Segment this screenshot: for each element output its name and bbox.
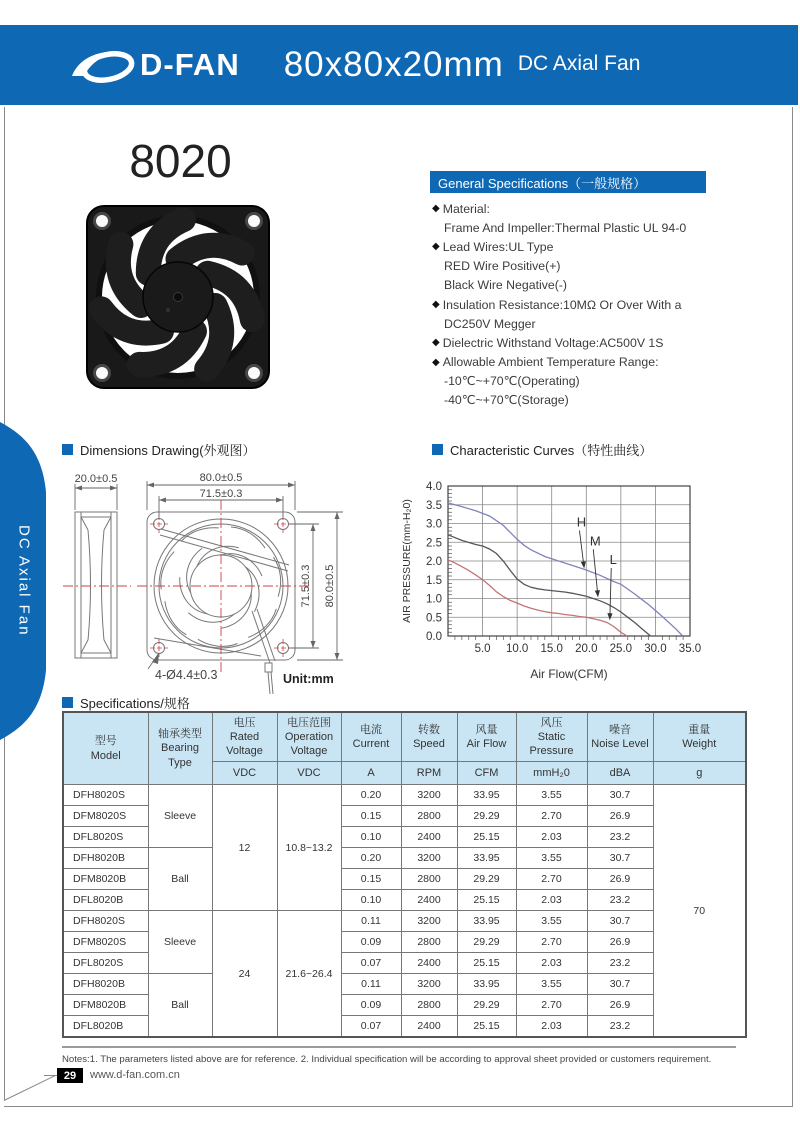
cell-pressure: 3.55 [516,785,587,806]
unit-rpm: RPM [401,762,457,785]
brand-logo [70,42,240,88]
col-header-model: 型号 Model [63,712,148,785]
cell-current: 0.20 [341,785,401,806]
cell-noise: 26.9 [587,995,653,1016]
diamond-bullet-icon: ◆ [432,356,440,368]
spec-line-text: Allowable Ambient Temperature Range: [442,355,659,370]
x-tick-label: 30.0 [644,643,667,655]
y-tick-label: 0.0 [426,631,442,643]
section-dimensions-label: Dimensions Drawing(外观图） [80,443,256,458]
general-specs-list [432,199,762,410]
curve-label-M: M [589,533,601,549]
cell-speed: 2400 [401,1016,457,1038]
cell-pressure: 2.03 [516,890,587,911]
section-bullet-icon [432,444,443,455]
cell-current: 0.09 [341,995,401,1016]
cell-model: DFH8020S [63,911,148,932]
leader-arrow [581,561,586,568]
section-curves [432,440,652,459]
y-tick-label: 2.0 [426,556,442,568]
spec-line-text: Lead Wires:UL Type [442,239,554,254]
cell-noise: 30.7 [587,911,653,932]
col-header-weight: 重量 Weight [653,712,746,762]
cell-speed: 2400 [401,890,457,911]
y-tick-label: 1.5 [426,574,442,587]
unit-vdc: VDC [212,762,277,785]
unit-dba: dBA [587,762,653,785]
spec-line-text: -40℃~+70℃(Storage) [444,393,569,408]
side-tab-label: DC Axial Fan [15,525,33,637]
cell-noise: 30.7 [587,785,653,806]
spec-line [432,257,762,276]
x-tick-label: 5.0 [474,643,491,655]
col-header-speed: 转数 Speed [401,712,457,762]
cell-model: DFH8020S [63,785,148,806]
diamond-bullet-icon: ◆ [432,241,440,253]
spec-line-text: -10℃~+70℃(Operating) [444,374,580,389]
y-tick-label: 3.0 [426,518,442,531]
cell-noise: 23.2 [587,890,653,911]
x-tick-label: 25.0 [609,643,633,655]
brand-name: D-FAN [140,47,240,82]
cell-rated-voltage: 24 [212,911,277,1038]
cell-current: 0.20 [341,848,401,869]
spec-line [432,372,762,391]
cell-speed: 2800 [401,869,457,890]
cell-noise: 23.2 [587,827,653,848]
col-header-operation-voltage: 电压范围 Operation Voltage [277,712,341,762]
cell-pressure: 3.55 [516,911,587,932]
cell-bearing: Sleeve [148,785,212,848]
cell-weight: 70 [653,785,746,1038]
y-tick-label: 0.5 [426,612,442,625]
spec-line [432,314,762,333]
cell-pressure: 3.55 [516,974,587,995]
cell-airflow: 25.15 [457,827,516,848]
cell-current: 0.09 [341,932,401,953]
cell-noise: 30.7 [587,848,653,869]
spec-line [432,276,762,295]
cell-airflow: 33.95 [457,785,516,806]
cell-current: 0.10 [341,890,401,911]
cell-airflow: 29.29 [457,869,516,890]
spec-line-text: Dielectric Withstand Voltage:AC500V 1S [442,335,664,350]
cell-bearing: Ball [148,848,212,911]
cell-current: 0.10 [341,827,401,848]
cell-model: DFH8020B [63,974,148,995]
cell-airflow: 25.15 [457,1016,516,1038]
cell-airflow: 29.29 [457,995,516,1016]
curve-label-H: H [576,514,587,530]
cell-pressure: 2.70 [516,806,587,827]
fan-blade [178,245,242,259]
col-header-rated-voltage: 电压 Rated Voltage [212,712,277,762]
section-specs-label: Specifications/规格 [80,696,190,711]
leader-line [610,568,611,615]
cell-pressure: 2.03 [516,953,587,974]
y-tick-label: 2.5 [426,537,442,550]
cell-current: 0.15 [341,806,401,827]
y-axis-label: AIR PRESSURE(mm-H₂0) [401,499,413,623]
diamond-bullet-icon: ◆ [432,337,440,349]
spec-line [432,333,762,352]
cell-noise: 26.9 [587,806,653,827]
cell-current: 0.11 [341,974,401,995]
specifications-table [62,711,747,1038]
fan-swoosh-icon [70,42,136,88]
cell-noise: 30.7 [587,974,653,995]
cell-speed: 3200 [401,785,457,806]
general-specs-title: General Specifications（一般规格） [430,171,706,193]
cell-pressure: 2.70 [516,869,587,890]
x-tick-label: 20.0 [575,643,598,655]
spec-line-text: Material: [442,201,490,216]
cell-airflow: 33.95 [457,911,516,932]
cell-bearing: Ball [148,974,212,1038]
col-header-noise: 噪音 Noise Level [587,712,653,762]
cell-noise: 23.2 [587,1016,653,1038]
cell-model: DFM8020S [63,932,148,953]
cell-noise: 26.9 [587,869,653,890]
spec-line [432,199,762,218]
spec-line [432,218,762,237]
spec-line-text: Black Wire Negative(-) [444,278,567,293]
page-title: 80x80x20mm [283,45,504,84]
cell-speed: 3200 [401,848,457,869]
section-dimensions [62,440,256,459]
table-row [63,848,746,869]
cell-model: DFM8020S [63,806,148,827]
curve-label-L: L [609,552,617,567]
page-subtitle: DC Axial Fan [517,52,641,75]
unit-vdc: VDC [277,762,341,785]
cell-pressure: 2.70 [516,932,587,953]
dim-height-holes: 71.5±0.3 [300,564,312,608]
cell-model: DFM8020B [63,995,148,1016]
dim-height-outer: 80.0±0.5 [324,564,336,608]
top-banner [0,25,798,105]
x-axis-label: Air Flow(CFM) [530,667,608,681]
diamond-bullet-icon: ◆ [432,299,440,311]
table-row [63,974,746,995]
x-tick-label: 35.0 [678,643,702,655]
leader-arrow [595,590,600,597]
dim-width-holes: 71.5±0.3 [199,488,243,500]
page-number-badge: 29 [57,1068,83,1083]
spec-line [432,237,762,256]
fan-photo [85,200,275,395]
section-bullet-icon [62,697,73,708]
curve-M [448,535,651,636]
cell-current: 0.11 [341,911,401,932]
x-tick-label: 10.0 [505,643,529,655]
spec-line-text: Insulation Resistance:10MΩ Or Over With a [442,297,682,312]
frame-right [792,107,793,1106]
y-tick-label: 4.0 [426,481,442,493]
cell-airflow: 33.95 [457,848,516,869]
cell-operation-voltage: 10.8~13.2 [277,785,341,911]
cell-operation-voltage: 21.6~26.4 [277,911,341,1038]
cell-model: DFL8020B [63,1016,148,1038]
leader-line [579,531,583,564]
spec-line [432,391,762,410]
dimensions-drawing [55,470,375,698]
cell-current: 0.15 [341,869,401,890]
col-header-current: 电流 Current [341,712,401,762]
cell-speed: 2800 [401,995,457,1016]
cell-speed: 2400 [401,827,457,848]
cell-current: 0.07 [341,953,401,974]
dim-width-outer: 80.0±0.5 [199,472,243,484]
cell-speed: 2800 [401,932,457,953]
dim-holes: 4-Ø4.4±0.3 [155,668,218,682]
leader-arrow [607,613,612,620]
frame-bottom [4,1106,793,1107]
spec-line-text: RED Wire Positive(+) [444,259,561,274]
cell-pressure: 2.03 [516,827,587,848]
cell-rated-voltage: 12 [212,785,277,911]
cell-model: DFM8020B [63,869,148,890]
unit-a: A [341,762,401,785]
unit-mmh2o: mmH₂0 [516,762,587,785]
cell-airflow: 33.95 [457,974,516,995]
cell-speed: 3200 [401,911,457,932]
cell-model: DFL8020S [63,827,148,848]
col-header-bearing: 轴承类型 Bearing Type [148,712,212,785]
cell-bearing: Sleeve [148,911,212,974]
spec-line-text: Frame And Impeller:Thermal Plastic UL 94-0 [444,220,687,235]
unit-cfm: CFM [457,762,516,785]
dim-unit: Unit:mm [283,672,334,686]
y-tick-label: 1.0 [426,593,442,606]
x-tick-label: 15.0 [540,643,563,655]
cell-model: DFL8020B [63,890,148,911]
notes-divider [62,1046,736,1048]
dim-depth: 20.0±0.5 [74,473,118,485]
cell-airflow: 29.29 [457,932,516,953]
table-row [63,911,746,932]
cell-model: DFL8020S [63,953,148,974]
cell-airflow: 25.15 [457,953,516,974]
leader-line [593,549,597,592]
cell-noise: 26.9 [587,932,653,953]
curve-L [448,560,627,636]
frame-diagonal [4,1075,56,1101]
spec-line [432,353,762,372]
cell-speed: 2400 [401,953,457,974]
cell-model: DFH8020B [63,848,148,869]
curve-H [448,503,683,636]
spec-line-text: DC250V Megger [444,316,536,331]
notes-text: Notes:1. The parameters listed above are for reference. 2. Individual specification will be according to approval sheet provided or customers requirement. [62,1054,712,1065]
cell-noise: 23.2 [587,953,653,974]
cell-speed: 3200 [401,974,457,995]
col-header-airflow: 风量 Air Flow [457,712,516,762]
cell-speed: 2800 [401,806,457,827]
cell-airflow: 25.15 [457,890,516,911]
spec-line [432,295,762,314]
cell-current: 0.07 [341,1016,401,1038]
cell-pressure: 2.70 [516,995,587,1016]
website-url: www.d-fan.com.cn [90,1069,180,1081]
section-bullet-icon [62,444,73,455]
cell-pressure: 3.55 [516,848,587,869]
frame-connector [44,1075,58,1076]
unit-g: g [653,762,746,785]
y-tick-label: 3.5 [426,499,442,512]
col-header-pressure: 风压 Static Pressure [516,712,587,762]
characteristic-curves-chart [398,466,718,699]
section-curves-label: Characteristic Curves（特性曲线） [450,443,653,458]
model-number: 8020 [129,135,232,187]
cell-pressure: 2.03 [516,1016,587,1038]
diamond-bullet-icon: ◆ [432,203,440,215]
table-row [63,785,746,806]
cell-airflow: 29.29 [457,806,516,827]
